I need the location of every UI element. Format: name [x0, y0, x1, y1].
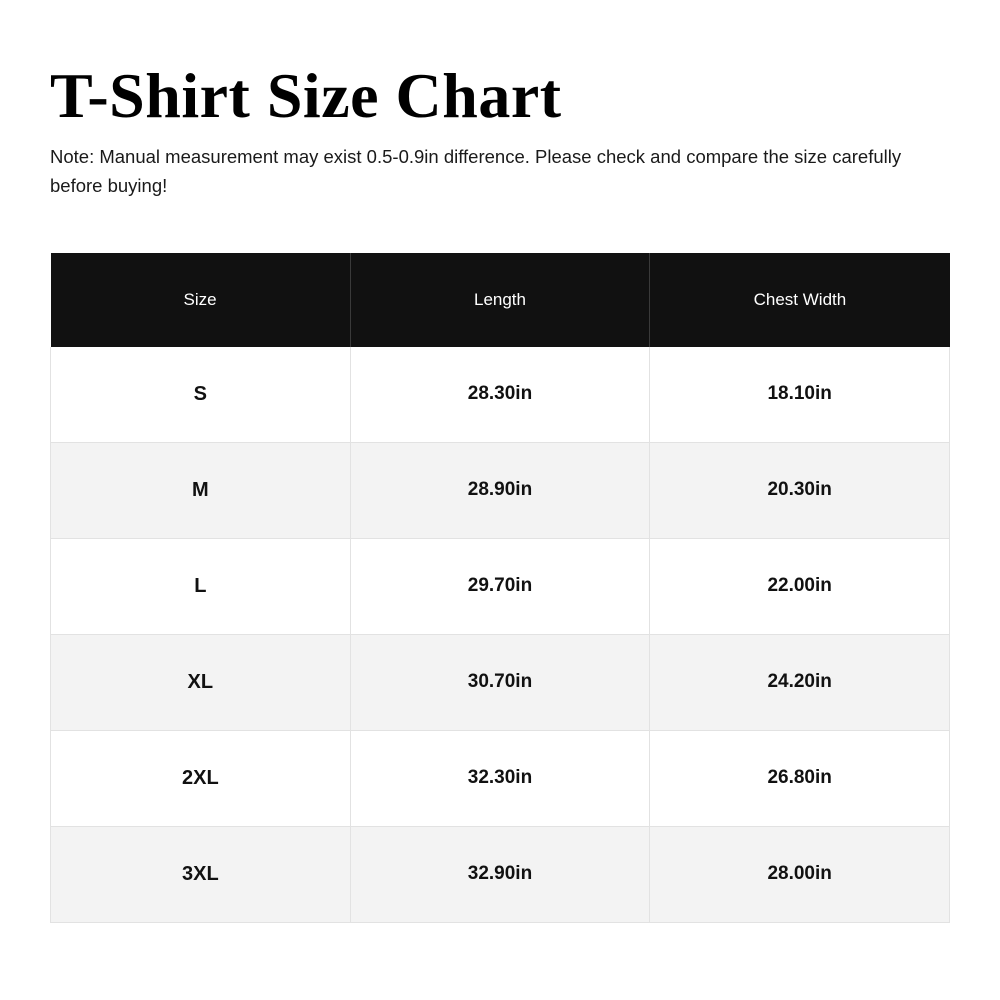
cell-length: 32.90in: [350, 826, 650, 922]
table-body: [51, 347, 950, 923]
cell-size: 2XL: [51, 730, 351, 826]
size-table: [50, 253, 950, 923]
table-row: [51, 634, 950, 730]
cell-length: 30.70in: [350, 634, 650, 730]
column-header-size: Size: [51, 253, 351, 347]
table-row: [51, 347, 950, 443]
table-row: [51, 826, 950, 922]
table-row: [51, 730, 950, 826]
cell-size: S: [51, 347, 351, 443]
measurement-note: Note: Manual measurement may exist 0.5-0.9in difference. Please check and compare the size carefully before buying!: [50, 146, 902, 196]
table-row: [51, 442, 950, 538]
cell-length: 32.30in: [350, 730, 650, 826]
cell-chest-width: 20.30in: [650, 442, 950, 538]
column-header-chest-width: Chest Width: [650, 253, 950, 347]
cell-chest-width: 26.80in: [650, 730, 950, 826]
table-row: [51, 538, 950, 634]
column-header-length: Length: [350, 253, 650, 347]
cell-length: 28.90in: [350, 442, 650, 538]
cell-length: 29.70in: [350, 538, 650, 634]
table-header: [51, 253, 950, 347]
cell-size: L: [51, 538, 351, 634]
size-table-container: [50, 253, 950, 923]
table-header-row: [51, 253, 950, 347]
cell-chest-width: 22.00in: [650, 538, 950, 634]
cell-size: XL: [51, 634, 351, 730]
cell-chest-width: 24.20in: [650, 634, 950, 730]
cell-size: 3XL: [51, 826, 351, 922]
cell-size: M: [51, 442, 351, 538]
cell-chest-width: 28.00in: [650, 826, 950, 922]
cell-chest-width: 18.10in: [650, 347, 950, 443]
page-title: T-Shirt Size Chart: [50, 60, 562, 131]
cell-length: 28.30in: [350, 347, 650, 443]
